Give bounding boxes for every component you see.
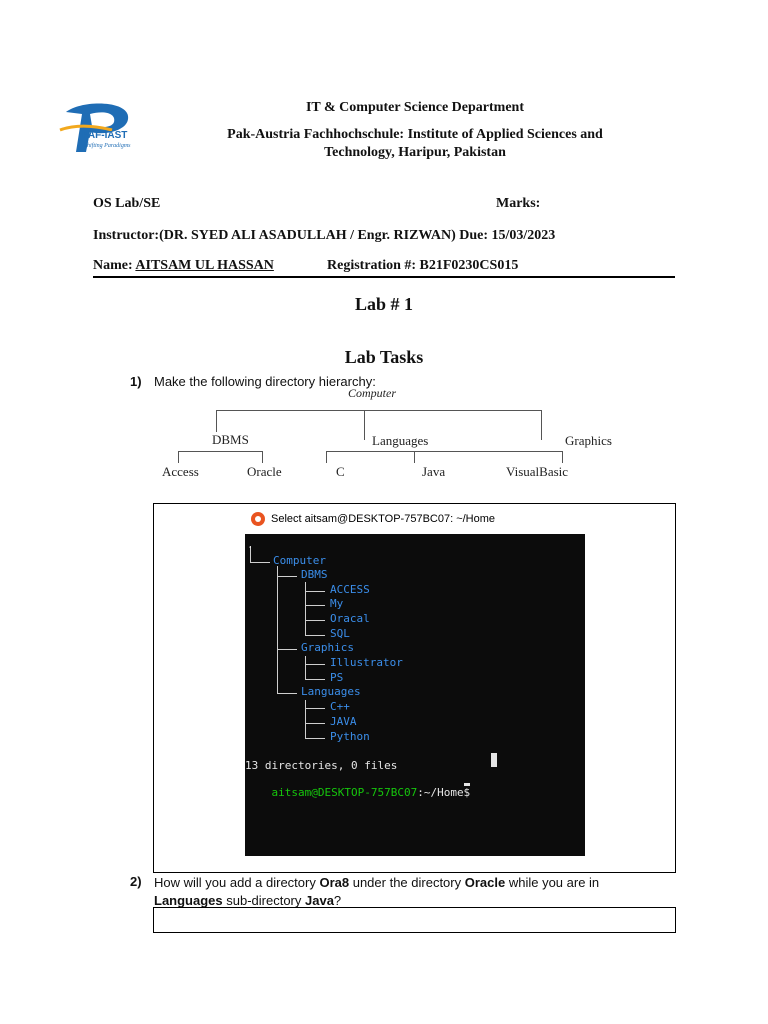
diagram-connector <box>326 451 562 452</box>
task2-dir-java: Java <box>305 893 334 908</box>
task2-question <box>154 874 684 910</box>
prompt-user: aitsam@DESKTOP-757BC07 <box>271 786 418 799</box>
marks-label: Marks: <box>496 196 541 211</box>
task2-number: 2) <box>130 874 142 889</box>
terminal-dir-cpp: C++ <box>330 700 350 713</box>
diagram-connector <box>326 451 327 463</box>
tree-connector <box>305 700 306 738</box>
terminal-titlebar <box>245 506 585 534</box>
tree-connector <box>305 605 325 606</box>
due-date: Due: 15/03/2023 <box>459 228 556 243</box>
lab-title: Lab # 1 <box>354 294 414 314</box>
terminal-cursor <box>464 783 470 786</box>
answer-box-2[interactable] <box>153 907 676 933</box>
terminal-window <box>245 506 585 856</box>
tree-connector <box>250 562 270 563</box>
department-heading: IT & Computer Science Department <box>305 100 524 115</box>
tree-connector <box>277 693 297 694</box>
terminal-summary: 13 directories, 0 files <box>245 759 398 772</box>
terminal-dir-ps: PS <box>330 671 344 684</box>
diagram-node-visualbasic: VisualBasic <box>506 464 569 479</box>
task2-text: while you are in <box>505 875 600 890</box>
ubuntu-icon-center <box>255 516 261 522</box>
student-name: AITSAM UL HASSAN <box>135 258 274 273</box>
task1-text: Make the following directory hierarchy: <box>154 374 376 389</box>
diagram-node-languages: Languages <box>372 433 429 448</box>
name-label: Name: <box>93 258 133 273</box>
tree-connector <box>277 649 297 650</box>
diagram-node-java: Java <box>422 464 446 479</box>
diagram-connector <box>364 410 365 440</box>
institute-line-2: Technology, Haripur, Pakistan <box>324 145 506 160</box>
terminal-dir-languages: Languages <box>301 685 361 698</box>
institute-line-1: Pak-Austria Fachhochschule: Institute of Applied Sciences and <box>227 127 603 142</box>
diagram-connector <box>178 451 262 452</box>
tree-connector <box>305 723 325 724</box>
course-label: OS Lab/SE <box>93 196 161 211</box>
diagram-connector <box>414 451 415 463</box>
registration-line <box>327 258 518 274</box>
task2-text: sub-directory <box>222 893 305 908</box>
diagram-node-oracle: Oracle <box>247 464 282 479</box>
tree-connector <box>305 635 325 636</box>
terminal-dir-computer: Computer <box>273 554 326 567</box>
diagram-connector <box>541 410 542 440</box>
terminal-prompt[interactable] <box>245 773 470 812</box>
instructor-line <box>93 228 555 244</box>
diagram-connector <box>262 451 263 463</box>
tree-connector <box>305 582 306 635</box>
terminal-dir-dbms: DBMS <box>301 568 328 581</box>
tree-connector <box>305 664 325 665</box>
tree-connector <box>305 656 306 679</box>
task2-dir-languages: Languages <box>154 893 223 908</box>
diagram-node-dbms: DBMS <box>212 432 249 447</box>
terminal-dir-python: Python <box>330 730 370 743</box>
task1-number: 1) <box>130 374 142 389</box>
terminal-dir-my: My <box>330 597 344 610</box>
diagram-connector <box>216 410 217 432</box>
registration-label: Registration #: <box>327 258 417 273</box>
task2-text: How will you add a directory <box>154 875 320 890</box>
header-divider <box>93 276 675 278</box>
diagram-connector <box>216 410 542 411</box>
terminal-dir-graphics: Graphics <box>301 641 354 654</box>
terminal-title: Select aitsam@DESKTOP-757BC07: ~/Home <box>271 513 496 525</box>
terminal-dir-java: JAVA <box>330 715 357 728</box>
diagram-root-computer: Computer <box>348 386 396 400</box>
instructor-text: Instructor:(DR. SYED ALI ASADULLAH / Engr. RIZWAN) <box>93 228 456 243</box>
prompt-path: :~/Home$ <box>417 786 471 799</box>
diagram-connector <box>562 451 563 463</box>
terminal-dir-sql: SQL <box>330 627 350 640</box>
task2-text: ? <box>333 893 342 908</box>
tree-connector <box>277 576 297 577</box>
terminal-dir-oracal: Oracal <box>330 612 370 625</box>
terminal-dot: . <box>247 538 254 551</box>
registration-number: B21F0230CS015 <box>419 258 519 273</box>
selection-cursor <box>491 753 497 767</box>
logo-text: PAF-IAST <box>82 130 128 141</box>
name-line <box>93 258 274 274</box>
diagram-node-access: Access <box>162 464 199 479</box>
tree-connector <box>305 708 325 709</box>
terminal-dir-illustrator: Illustrator <box>330 656 403 669</box>
task2-text: under the directory <box>349 875 465 890</box>
logo-tagline: Shifting Paradigms <box>84 143 131 149</box>
diagram-node-c: C <box>336 464 345 479</box>
task2-dir-oracle: Oracle <box>464 875 506 890</box>
tree-connector <box>277 566 278 693</box>
tree-connector <box>305 738 325 739</box>
tree-connector <box>305 679 325 680</box>
tasks-title: Lab Tasks <box>344 347 424 367</box>
terminal-dir-access: ACCESS <box>330 583 370 596</box>
diagram-node-graphics: Graphics <box>565 433 612 448</box>
task2-dir-ora8: Ora8 <box>319 875 350 890</box>
tree-connector <box>305 620 325 621</box>
tree-connector <box>305 591 325 592</box>
diagram-connector <box>178 451 179 463</box>
